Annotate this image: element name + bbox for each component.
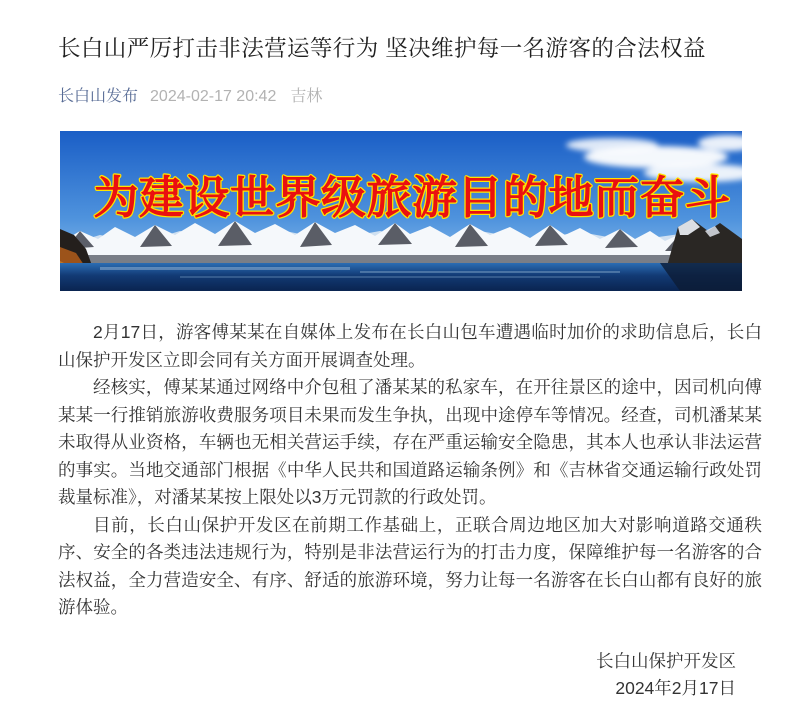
signature-block: [58, 648, 762, 703]
publish-location: 吉林: [290, 88, 323, 105]
article-body: [58, 319, 762, 622]
paragraph: 经核实，傅某某通过网络中介包租了潘某某的私家车，在开往景区的途中，因司机向傅某某一行推销旅游收费服务项目未果而发生争执，出现中途停车等情况。经查，司机潘某某未取得从业资格，车辆也无相关营运手续，存在严重运输安全隐患，其本人也承认非法运营的事实。当地交通部门根据《中华人民共和国道路运输条例》和《吉林省交通运输行政处罚裁量标准》，对潘某某按上限处以3万元罚款的行政处罚。: [58, 377, 762, 507]
paragraph: 目前，长白山保护开发区在前期工作基础上，正联合周边地区加大对影响道路交通秩序、安全的各类违法违规行为，特别是非法营运行为的打击力度，保障维护每一名游客的合法权益，全力营造安全、有序、舒适的旅游环境，努力让每一名游客在长白山都有良好的旅游体验。: [58, 514, 762, 617]
banner-illustration: [60, 131, 742, 291]
article-meta: [58, 86, 762, 108]
banner-slogan-text: 为建设世界级旅游目的地而奋斗: [93, 172, 731, 223]
article-title: 长白山严厉打击非法营运等行为 坚决维护每一名游客的合法权益: [58, 36, 706, 61]
signature-organization: 长白山保护开发区: [596, 650, 736, 671]
paragraph: 2月17日，游客傅某某在自媒体上发布在长白山包车遭遇临时加价的求助信息后，长白山保护开发区立即会同有关方面开展调查处理。: [58, 322, 762, 370]
account-name-link[interactable]: 长白山发布: [58, 88, 139, 105]
publish-datetime: 2024-02-17 20:42: [150, 88, 277, 105]
signature-date: 2024年2月17日: [615, 678, 736, 698]
banner-image[interactable]: [60, 131, 742, 291]
